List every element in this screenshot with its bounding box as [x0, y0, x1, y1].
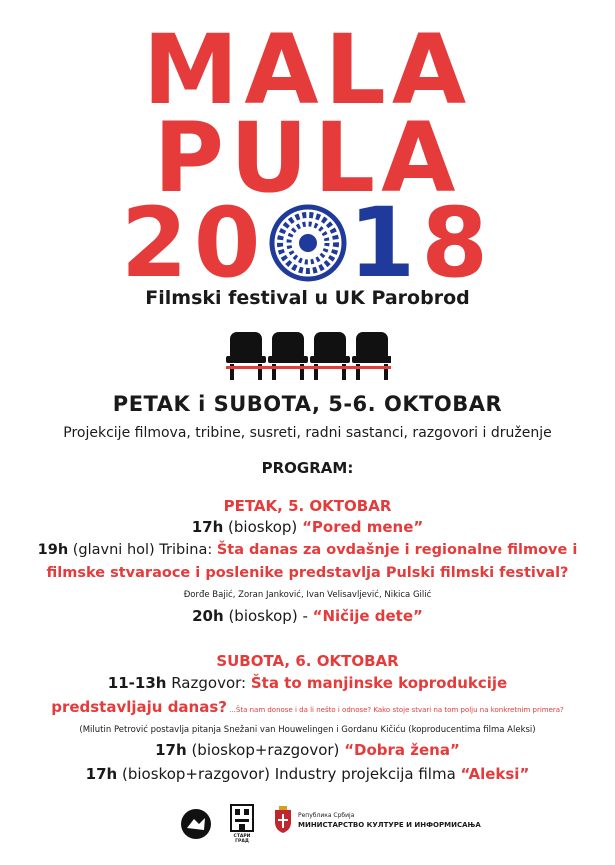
- festival-subtitle: Filmski festival u UK Parobrod: [145, 287, 470, 309]
- saturday-event-3: [0, 765, 615, 783]
- event-place: (bioskop+razgovor): [186, 741, 345, 759]
- event-time: 20h: [192, 607, 224, 625]
- festival-description: Projekcije filmova, tribine, susreti, radni sastanci, razgovori i druženje: [63, 425, 552, 441]
- event-title: “Ničije dete”: [312, 607, 423, 625]
- event-title: “Pored mene”: [302, 518, 424, 536]
- stari-grad-icon: [230, 804, 254, 832]
- event-place: (bioskop) -: [223, 607, 313, 625]
- year-1: 1: [348, 187, 422, 299]
- stari-grad-text: СТАРИ ГРАД: [233, 834, 251, 844]
- event-time: 17h: [191, 518, 224, 536]
- event-title: “Aleksi”: [460, 765, 530, 783]
- event-place: Razgovor:: [166, 674, 251, 692]
- saturday-credit: (Milutin Petrović postavlja pitanja Snežani van Houwelingen i Gordanu Kičiću (koproducentima filma Aleksi): [79, 725, 536, 735]
- saturday-event-1: [0, 674, 615, 692]
- friday-heading: PETAK, 5. OKTOBAR: [223, 497, 392, 515]
- stari-grad-logo: [227, 804, 257, 844]
- event-time: 19h: [37, 542, 69, 558]
- friday-event-2-cont: [0, 565, 615, 581]
- saturday-heading: SUBOTA, 6. OKTOBAR: [216, 652, 399, 670]
- ministry-name-text: МИНИСТАРСТВО КУЛТУРЕ И ИНФОРМИСАЊА: [298, 821, 481, 829]
- serbia-coat-of-arms-icon: [273, 806, 293, 834]
- friday-panelists: Đorđe Bajić, Zoran Janković, Ivan Velisavljević, Nikica Gilić: [183, 590, 432, 600]
- event-title: Šta to manjinske koprodukcije: [250, 674, 508, 692]
- friday-event-3: [0, 607, 615, 625]
- saturday-event-1-cont: [0, 698, 615, 716]
- friday-event-2: [0, 542, 615, 558]
- dates-heading: PETAK i SUBOTA, 5-6. OKTOBAR: [112, 392, 503, 416]
- event-place: (bioskop+razgovor) Industry projekcija filma: [117, 765, 461, 783]
- program-label: PROGRAM:: [261, 459, 354, 477]
- ministry-small-text: Република Србија: [298, 812, 355, 819]
- event-time: 11-13h: [107, 674, 167, 692]
- event-title-cont: filmske stvaraoce i poslenike predstavlja Pulski filmski festival?: [46, 565, 569, 581]
- event-note: ...Šta nam donose i da li nešto i odnose? Kako stoje stvari na tom polju na konkretnim primera?: [226, 706, 564, 714]
- saturday-event-2: [0, 741, 615, 759]
- sponsor-logos: [0, 800, 615, 850]
- event-title: “Dobra žena”: [344, 741, 460, 759]
- event-place: (glavni hol) Tribina:: [68, 542, 217, 558]
- event-time: 17h: [85, 765, 118, 783]
- event-time: 17h: [155, 741, 187, 759]
- film-reel-zero-icon: [269, 204, 347, 282]
- event-title-cont: predstavljaju danas?: [51, 698, 227, 716]
- cinema-seats-icon: [226, 330, 391, 382]
- parobrod-logo-icon: [180, 808, 212, 840]
- title-line-2: PULA: [153, 102, 462, 214]
- title-line-1: MALA: [142, 14, 473, 126]
- event-place: (bioskop): [223, 518, 303, 536]
- year-8: 8: [421, 187, 495, 299]
- event-title: Šta danas za ovdašnje i regionalne filmove i: [216, 542, 578, 558]
- friday-event-1: [0, 518, 615, 536]
- year-20: 20: [120, 187, 267, 299]
